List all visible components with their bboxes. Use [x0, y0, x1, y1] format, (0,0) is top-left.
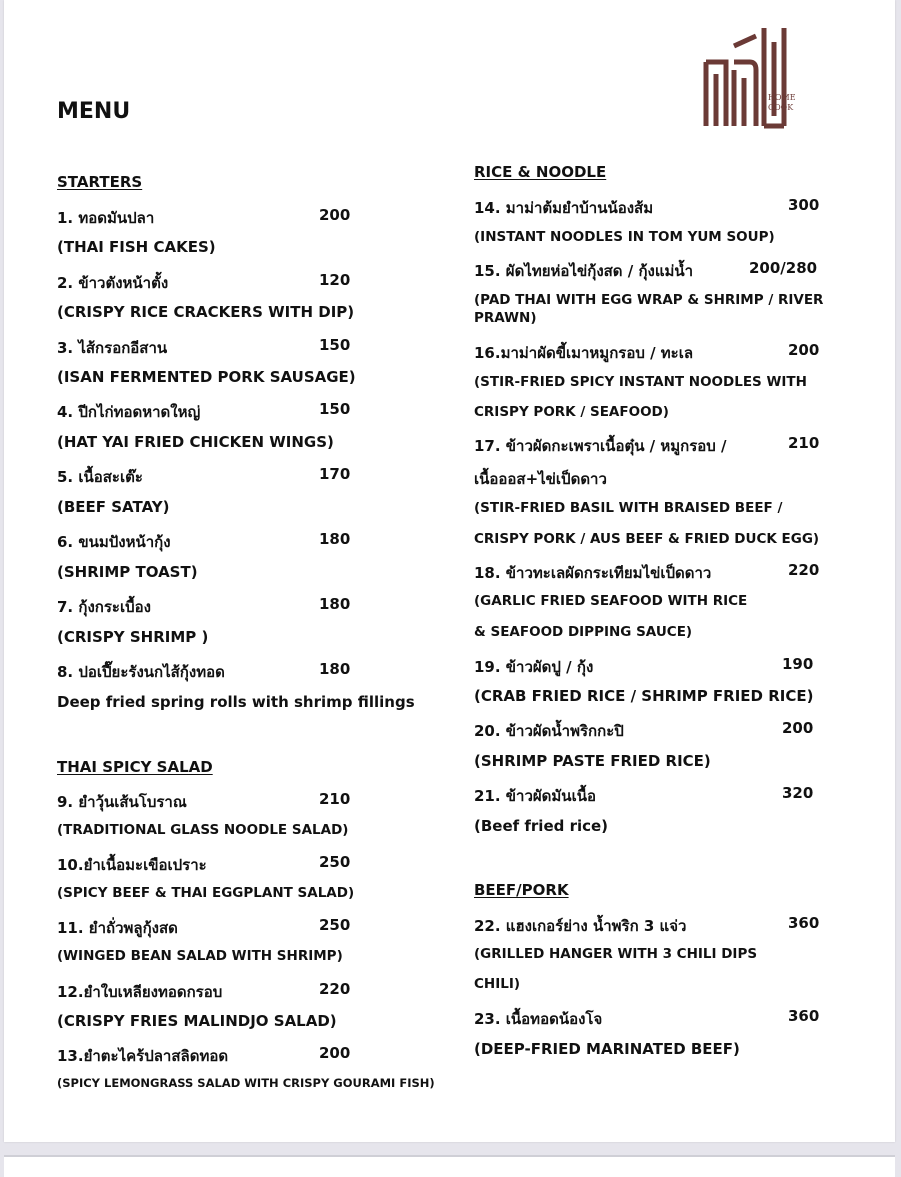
menu-item-name: 12.ยำใบเหลียงทอดกรอบ: [57, 983, 223, 1001]
menu-item-price: 180: [319, 595, 351, 613]
menu-item-name-cont: เนื้อออส+ไข่เป็ดดาว: [474, 470, 607, 488]
menu-item-price: 210: [319, 790, 351, 808]
menu-item-name: 10.ยำเนื้อมะเขือเปราะ: [57, 856, 207, 874]
menu-item-desc: (GRILLED HANGER WITH 3 CHILI DIPS: [474, 946, 758, 962]
section-heading-rice-noodle: RICE & NOODLE: [474, 163, 607, 181]
menu-item-name: 4. ปีกไก่ทอดหาดใหญ่: [57, 403, 201, 421]
menu-item-price: 120: [319, 271, 351, 289]
menu-item-desc: (Beef fried rice): [474, 817, 609, 835]
menu-item-name: 16.มาม่าผัดขี้เมาหมูกรอบ / ทะเล: [474, 344, 694, 362]
menu-item-name: 7. กุ้งกระเบื้อง: [57, 598, 151, 616]
menu-item-price: 150: [319, 336, 351, 354]
svg-text:HOME: HOME: [768, 93, 796, 102]
menu-item-desc: CRISPY PORK / SEAFOOD): [474, 404, 669, 420]
svg-text:COOK: COOK: [768, 103, 794, 112]
menu-item-desc: (STIR-FRIED SPICY INSTANT NOODLES WITH: [474, 374, 807, 390]
menu-item-price: 150: [319, 400, 351, 418]
menu-item-desc: (CRISPY RICE CRACKERS WITH DIP): [57, 303, 355, 321]
menu-item-desc: (SPICY LEMONGRASS SALAD WITH CRISPY GOURAMI FISH): [57, 1076, 435, 1090]
menu-item-desc: & SEAFOOD DIPPING SAUCE): [474, 624, 693, 640]
menu-item-desc: (GARLIC FRIED SEAFOOD WITH RICE: [474, 593, 748, 609]
menu-item-price: 200: [319, 206, 351, 224]
menu-item-desc: (DEEP-FRIED MARINATED BEEF): [474, 1040, 740, 1058]
menu-item-name: 5. เนื้อสะเต๊ะ: [57, 468, 143, 486]
menu-item-desc: (CRAB FRIED RICE / SHRIMP FRIED RICE): [474, 687, 814, 705]
menu-item-desc: (TRADITIONAL GLASS NOODLE SALAD): [57, 822, 349, 838]
menu-item-price: 180: [319, 530, 351, 548]
restaurant-logo: [700, 22, 800, 134]
menu-item-price: 200/280: [749, 259, 818, 277]
menu-item-name: 6. ขนมปังหน้ากุ้ง: [57, 533, 171, 551]
menu-item-price: 360: [788, 914, 820, 932]
menu-item-price: 210: [788, 434, 820, 452]
menu-item-price: 250: [319, 853, 351, 871]
menu-item-price: 220: [319, 980, 351, 998]
menu-item-price: 200: [788, 341, 820, 359]
menu-item-name: 21. ข้าวผัดมันเนื้อ: [474, 787, 596, 805]
menu-item-price: 200: [319, 1044, 351, 1062]
menu-item-desc: (CRISPY FRIES MALINDJO SALAD): [57, 1012, 337, 1030]
menu-item-name: 18. ข้าวทะเลผัดกระเทียมไข่เป็ดดาว: [474, 564, 712, 582]
menu-item-price: 190: [782, 655, 814, 673]
menu-item-desc: (THAI FISH CAKES): [57, 238, 216, 256]
next-page-edge: [4, 1155, 895, 1177]
menu-item-price: 170: [319, 465, 351, 483]
menu-item-desc: CRISPY PORK / AUS BEEF & FRIED DUCK EGG): [474, 531, 820, 547]
menu-item-price: 250: [319, 916, 351, 934]
menu-item-desc: PRAWN): [474, 310, 537, 326]
section-heading-beef-pork: BEEF/PORK: [474, 881, 569, 899]
menu-item-name: 15. ผัดไทยห่อไข่กุ้งสด / กุ้งแม่น้ำ: [474, 262, 694, 280]
menu-item-desc: (WINGED BEAN SALAD WITH SHRIMP): [57, 948, 343, 964]
menu-item-desc: (BEEF SATAY): [57, 498, 170, 516]
menu-item-desc: (SHRIMP TOAST): [57, 563, 198, 581]
menu-item-name: 11. ยำถั่วพลูกุ้งสด: [57, 919, 178, 937]
section-heading-salad: THAI SPICY SALAD: [57, 758, 213, 776]
menu-item-desc: (INSTANT NOODLES IN TOM YUM SOUP): [474, 229, 775, 245]
menu-item-name: 8. ปอเปี๊ยะรังนกไส้กุ้งทอด: [57, 663, 225, 681]
menu-item-price: 360: [788, 1007, 820, 1025]
menu-item-name: 13.ยำตะไคร้ปลาสลิดทอด: [57, 1047, 229, 1065]
menu-item-price: 200: [782, 719, 814, 737]
menu-item-desc: (SHRIMP PASTE FRIED RICE): [474, 752, 711, 770]
menu-item-desc: (ISAN FERMENTED PORK SAUSAGE): [57, 368, 356, 386]
menu-item-price: 320: [782, 784, 814, 802]
menu-item-name: 2. ข้าวตังหน้าตั้ง: [57, 274, 169, 292]
menu-item-price: 300: [788, 196, 820, 214]
menu-item-price: 220: [788, 561, 820, 579]
menu-item-name: 20. ข้าวผัดน้ำพริกกะปิ: [474, 722, 624, 740]
menu-item-desc: (CRISPY SHRIMP ): [57, 628, 209, 646]
menu-item-name: 9. ยำวุ้นเส้นโบราณ: [57, 793, 187, 811]
menu-item-name: 19. ข้าวผัดปู / กุ้ง: [474, 658, 594, 676]
menu-item-desc: (STIR-FRIED BASIL WITH BRAISED BEEF /: [474, 500, 783, 516]
section-heading-starters: STARTERS: [57, 173, 143, 191]
menu-item-name: 17. ข้าวผัดกะเพราเนื้อตุ๋น / หมูกรอบ /: [474, 437, 727, 455]
menu-item-desc: (SPICY BEEF & THAI EGGPLANT SALAD): [57, 885, 355, 901]
menu-item-price: 180: [319, 660, 351, 678]
menu-item-desc: (HAT YAI FRIED CHICKEN WINGS): [57, 433, 334, 451]
menu-item-name: 14. มาม่าต้มยำบ้านน้องส้ม: [474, 199, 654, 217]
page-title: MENU: [57, 99, 131, 124]
menu-page: [4, 0, 895, 1142]
menu-item-name: 3. ไส้กรอกอีสาน: [57, 339, 168, 357]
menu-item-name: 1. ทอดมันปลา: [57, 209, 155, 227]
menu-item-desc: (PAD THAI WITH EGG WRAP & SHRIMP / RIVER: [474, 292, 824, 308]
menu-item-name: 23. เนื้อทอดน้องโจ: [474, 1010, 603, 1028]
milin-logo-icon: [700, 22, 800, 134]
menu-item-desc: CHILI): [474, 976, 521, 992]
menu-item-desc: Deep fried spring rolls with shrimp fillings: [57, 693, 415, 711]
menu-item-name: 22. แฮงเกอร์ย่าง น้ำพริก 3 แจ่ว: [474, 917, 687, 935]
